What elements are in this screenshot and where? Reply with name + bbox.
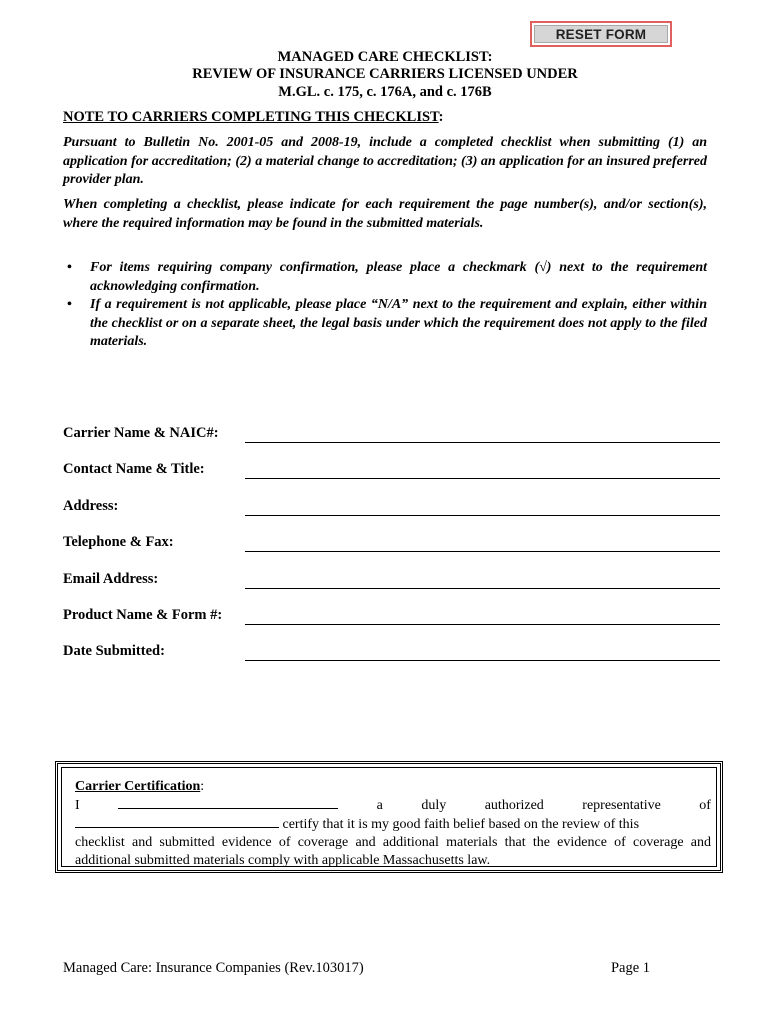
telephone-field xyxy=(63,534,720,554)
email-field xyxy=(63,571,720,591)
note-heading xyxy=(63,109,443,126)
bullet-dot-icon: • xyxy=(67,260,72,275)
reset-form-button-label: RESET FORM xyxy=(534,25,668,43)
instruction-paragraph-1: Pursuant to Bulletin No. 2001-05 and 2008-19, include a completed checklist when submitting (1) an application for accreditation; (2) a material change to accreditation; (3) an application for an insured preferred provider plan. xyxy=(63,135,707,187)
carrier-certification-inner xyxy=(61,767,717,867)
certification-line-2-text: certify that it is my good faith belief based on the review of this xyxy=(282,817,640,832)
footer-page-number: Page 1 xyxy=(610,960,650,976)
email-label: Email Address: xyxy=(63,571,159,587)
telephone-label: Telephone & Fax: xyxy=(63,534,174,550)
address-field xyxy=(63,498,720,518)
reset-form-button[interactable] xyxy=(530,21,672,47)
carrier-company-input[interactable] xyxy=(75,815,279,828)
cert-word-a: a xyxy=(376,798,383,813)
bullet-item xyxy=(63,296,707,352)
certification-title: Carrier Certification xyxy=(75,779,201,794)
product-input[interactable] xyxy=(245,624,720,625)
certification-rest: checklist and submitted evidence of coverage and additional materials that the evidence of coverage and additional submitted materials comply with applicable Massachusetts law. xyxy=(75,835,711,868)
date-submitted-label: Date Submitted: xyxy=(63,643,165,659)
footer-revision: Managed Care: Insurance Companies (Rev.103017) xyxy=(63,960,364,976)
carrier-name-label: Carrier Name & NAIC#: xyxy=(63,425,219,441)
header-line-3: M.GL. c. 175, c. 176A, and c. 176B xyxy=(278,84,492,100)
representative-name-input[interactable] xyxy=(118,796,338,809)
certification-text xyxy=(75,778,711,870)
certification-title-row xyxy=(75,778,711,796)
contact-name-label: Contact Name & Title: xyxy=(63,461,205,477)
cert-word-authorized: authorized xyxy=(484,798,544,813)
carrier-name-input[interactable] xyxy=(245,442,720,443)
certification-line-2 xyxy=(75,815,711,834)
address-label: Address: xyxy=(63,498,119,514)
bullet-dot-icon: • xyxy=(67,297,72,312)
certification-line-1 xyxy=(75,796,711,815)
date-submitted-input[interactable] xyxy=(245,660,720,661)
header-line-2: REVIEW OF INSURANCE CARRIERS LICENSED UNDER xyxy=(192,66,578,82)
cert-word-duly: duly xyxy=(421,798,447,813)
address-input[interactable] xyxy=(245,515,720,516)
telephone-input[interactable] xyxy=(245,551,720,552)
instruction-bullets xyxy=(63,259,707,352)
bullet-item xyxy=(63,259,707,296)
instruction-paragraph-2: When completing a checklist, please indicate for each requirement the page number(s), and/or section(s), where the required information may be found in the submitted materials. xyxy=(63,197,707,231)
contact-name-field xyxy=(63,461,720,481)
date-submitted-field xyxy=(63,643,720,663)
carrier-certification-box xyxy=(55,761,723,873)
note-heading-colon: : xyxy=(438,109,444,125)
bullet-text: For items requiring company confirmation, please place a checkmark (√) next to the requirement acknowledging confirmation. xyxy=(90,260,707,294)
product-label: Product Name & Form #: xyxy=(63,607,223,623)
cert-word-i: I xyxy=(75,798,80,813)
bullet-text: If a requirement is not applicable, please place “N/A” next to the requirement and explain, either within the checklist or on a separate sheet, the legal basis under which the requirement does not apply to the filed materials. xyxy=(90,297,707,349)
product-field xyxy=(63,607,720,627)
contact-name-input[interactable] xyxy=(245,478,720,479)
note-heading-text: NOTE TO CARRIERS COMPLETING THIS CHECKLIST xyxy=(63,109,439,125)
carrier-name-field xyxy=(63,425,720,445)
header-line-1: MANAGED CARE CHECKLIST: xyxy=(277,49,493,65)
certification-title-colon: : xyxy=(200,779,205,794)
cert-word-of: of xyxy=(699,798,711,813)
email-input[interactable] xyxy=(245,588,720,589)
cert-word-representative: representative xyxy=(582,798,661,813)
